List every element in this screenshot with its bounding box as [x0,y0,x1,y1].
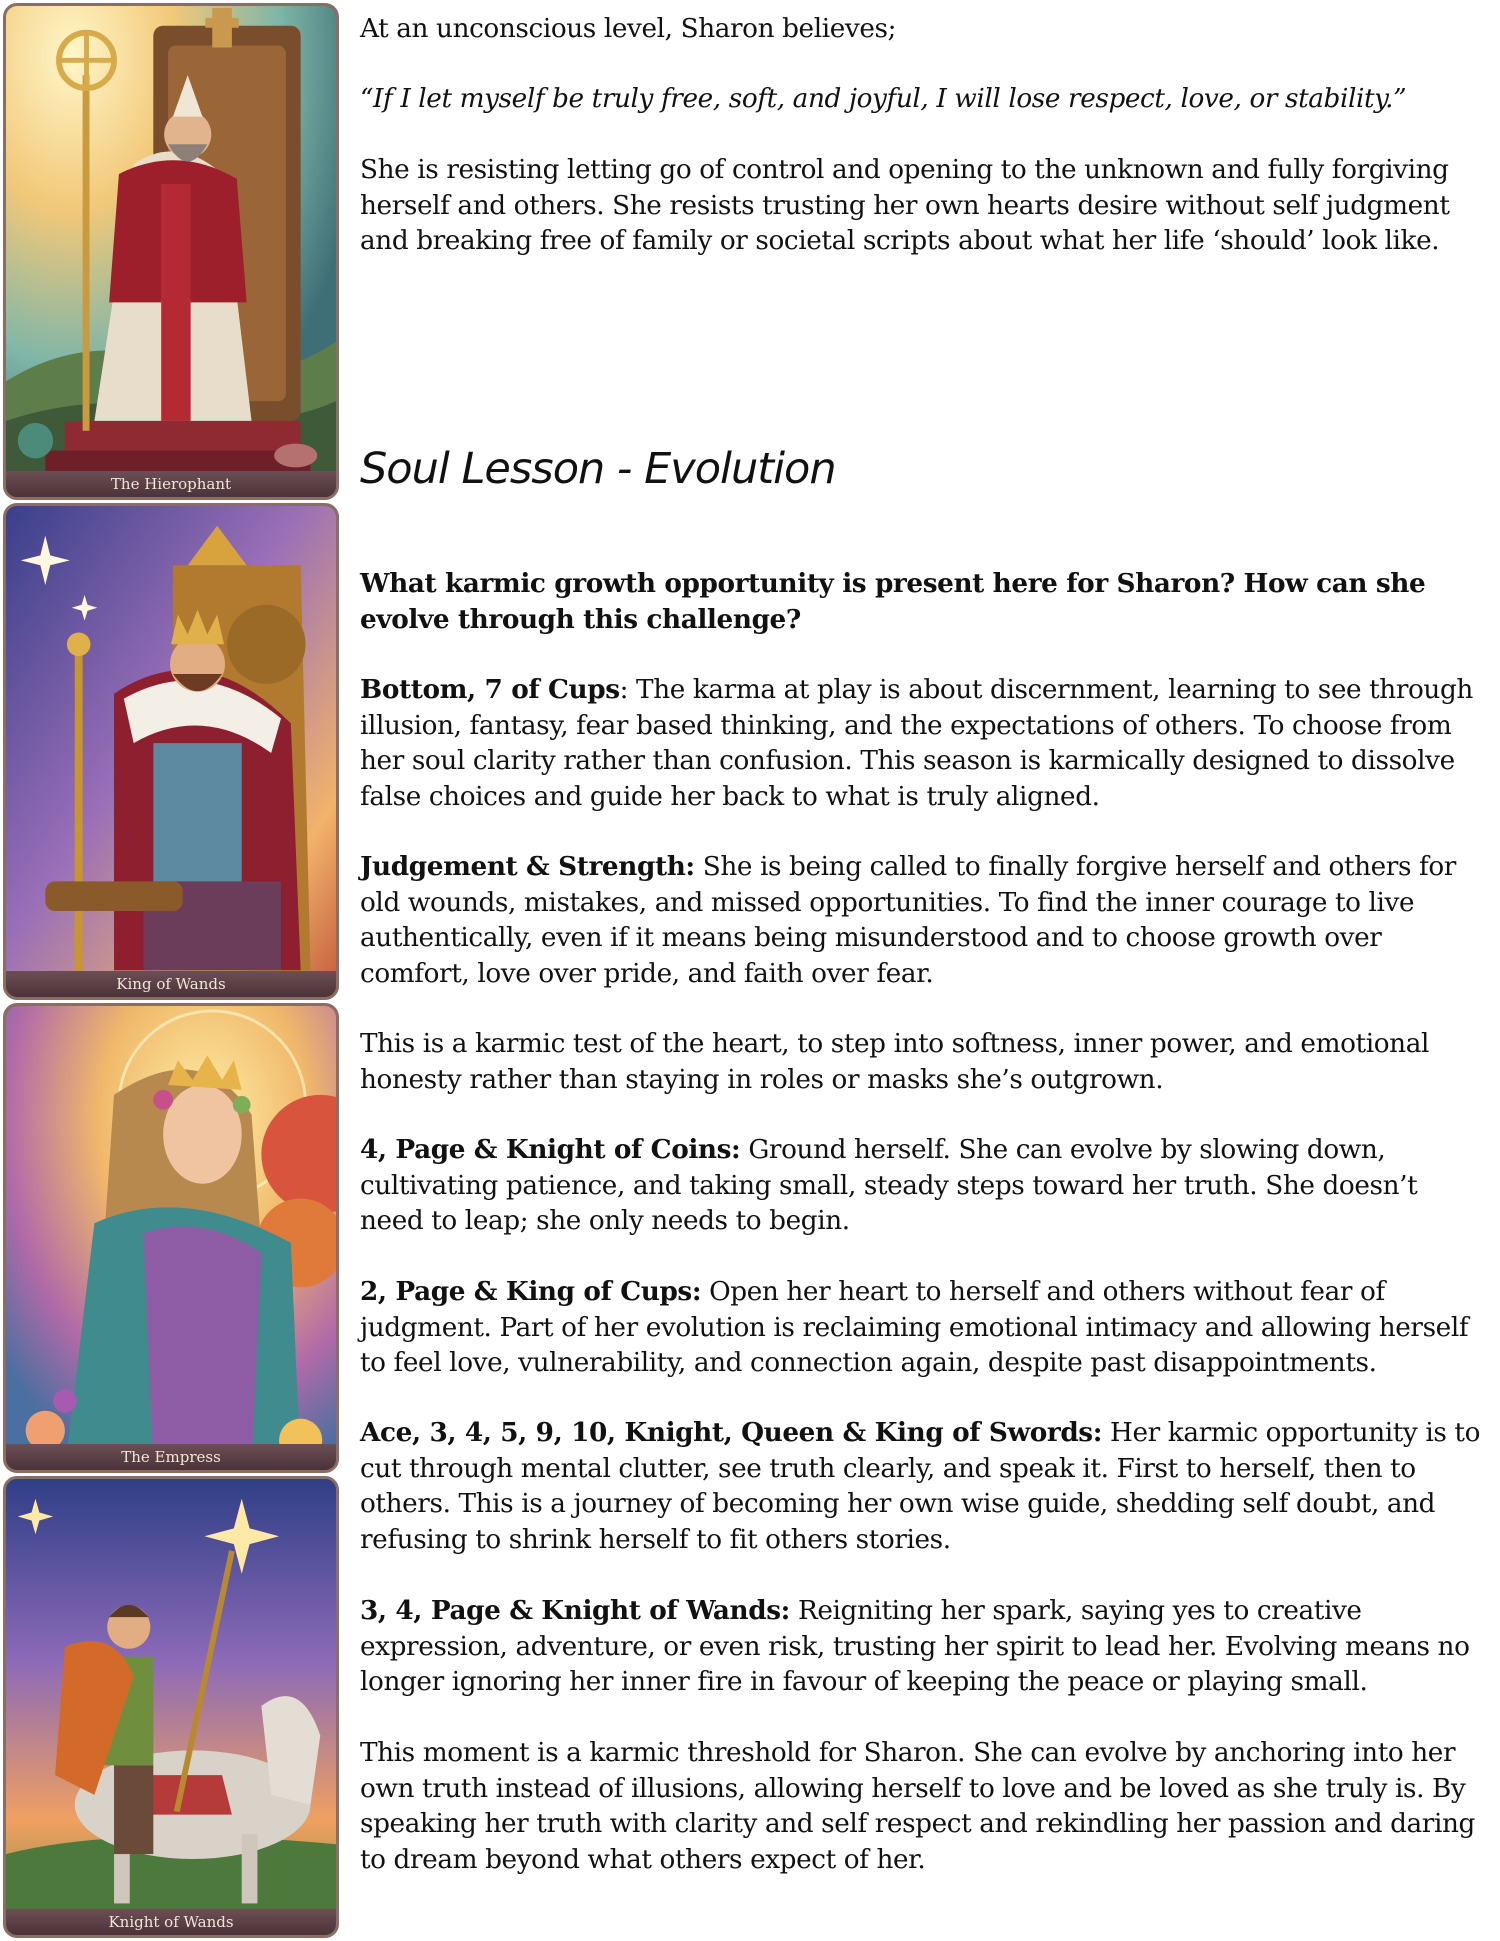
paragraph-seven-of-cups [360,672,1485,815]
paragraph-body: She is being called to finally forgive herself and others for old wounds, mistakes, and missed opportunities. To find the inner courage to live authentically, even if it means being misunderstood and to choose growth over comfort, love over pride, and faith over fear. [360,852,1456,989]
belief-quote: “If I let myself be truly free, soft, and joyful, I will lose respect, love, or stability.” [360,84,1407,114]
paragraph-karmic-threshold [360,1735,1485,1878]
paragraph-title: 2, Page & King of Cups: [360,1276,702,1307]
resisting-paragraph: She is resisting letting go of control and opening to the unknown and fully forgiving herself and others. She resists trusting her own hearts desire without self judgment and breaking free of family or societal scripts about what her life ‘should’ look like. [360,155,1450,256]
paragraph-coins [360,1132,1485,1240]
paragraph-karmic-test [360,1026,1485,1098]
paragraph-body: Open her heart to herself and others without fear of judgment. Part of her evolution is reclaiming emotional intimacy and allowing herself to feel love, vulnerability, and connection again, despite past disappointments. [360,1277,1469,1378]
paragraph-wands [360,1593,1485,1701]
knight-of-wands-illustration [6,1479,336,1935]
tarot-card-knight-of-wands [3,1476,339,1938]
hierophant-illustration [6,6,336,497]
empress-illustration [6,1006,336,1470]
paragraph-body: This is a karmic test of the heart, to step into softness, inner power, and emotional honesty rather than staying in roles or masks she’s outgrown. [360,1029,1429,1095]
paragraph-cups [360,1274,1485,1382]
section-heading: Soul Lesson - Evolution [360,443,836,494]
card-label: The Hierophant [6,471,336,497]
paragraph-title: 3, 4, Page & Knight of Wands: [360,1595,790,1626]
section-question: What karmic growth opportunity is present here for Sharon? How can she evolve through this challenge? [360,568,1426,635]
intro-line: At an unconscious level, Sharon believes; [360,14,897,44]
card-label: Knight of Wands [6,1909,336,1935]
paragraph-title: Judgement & Strength: [360,851,695,882]
paragraph-title: 4, Page & Knight of Coins: [360,1134,741,1165]
tarot-card-hierophant [3,3,339,500]
paragraph-body: Her karmic opportunity is to cut through mental clutter, see truth clearly, and speak it. First to herself, then to others. This is a journey of becoming her own wise guide, shedding self doubt, and refusing to shrink herself to fit others stories. [360,1418,1481,1555]
paragraph-body: This moment is a karmic threshold for Sharon. She can evolve by anchoring into her own truth instead of illusions, allowing herself to love and be loved as she truly is. By speaking her truth with clarity and self respect and rekindling her passion and daring to dream beyond what others expect of her. [360,1738,1475,1875]
paragraph-body: Ground herself. She can evolve by slowing down, cultivating patience, and taking small, steady steps toward her truth. She doesn’t need to leap; she only needs to begin. [360,1135,1418,1236]
card-label: The Empress [6,1444,336,1470]
paragraph-swords [360,1415,1485,1558]
paragraph-title: Bottom, 7 of Cups [360,674,620,705]
king-of-wands-illustration [6,506,336,997]
paragraph-judgement-strength [360,849,1485,992]
paragraph-body: : The karma at play is about discernment, learning to see through illusion, fantasy, fear based thinking, and the expectations of others. To choose from her soul clarity rather than confusion. This season is karmically designed to dissolve false choices and guide her back to what is truly aligned. [360,675,1473,812]
tarot-card-empress [3,1003,339,1473]
tarot-card-king-of-wands [3,503,339,1000]
card-label: King of Wands [6,971,336,997]
paragraph-title: Ace, 3, 4, 5, 9, 10, Knight, Queen & King of Swords: [360,1417,1103,1448]
tarot-card-column [0,0,344,1941]
paragraph-body: Reigniting her spark, saying yes to creative expression, adventure, or even risk, trusting her spirit to lead her. Evolving means no longer ignoring her inner fire in favour of keeping the peace or playing small. [360,1596,1470,1697]
